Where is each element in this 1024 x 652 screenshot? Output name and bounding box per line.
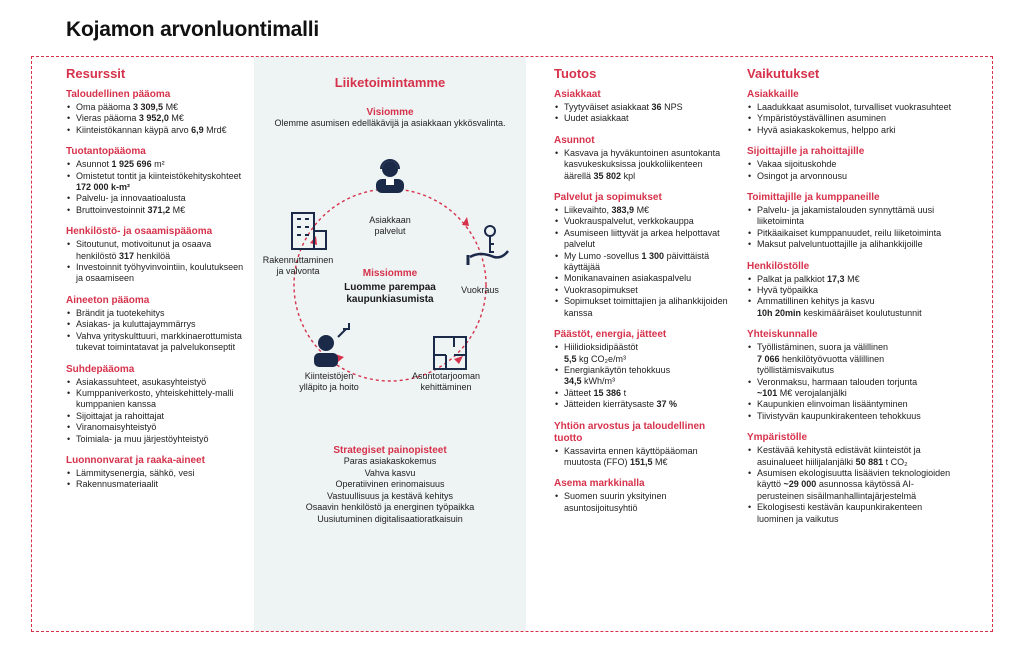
business-heading: Liiketoimintamme xyxy=(334,75,446,90)
list-item-continuation: 7 066 henkilötyövuotta välillinen työllistämisvaikutus xyxy=(757,353,885,376)
resources-heading: Resurssit xyxy=(66,66,126,81)
outputs-section xyxy=(554,89,730,125)
list-item: • Omistetut tontit ja kiinteistökehityskohteet xyxy=(66,171,248,182)
outputs-section-list xyxy=(554,446,730,469)
outputs-section-list xyxy=(554,102,730,125)
list-item: • Jätteiden kierrätysaste 37 % xyxy=(554,399,730,410)
outputs-section-title: Yhtiön arvostus ja taloudellinen tuotto xyxy=(554,420,706,444)
list-item: • Monikanavainen asiakaspalvelu xyxy=(554,273,730,284)
mission-title: Missiomme xyxy=(362,268,418,279)
outputs-column xyxy=(554,66,730,524)
list-item: • Maksut palveluntuottajille ja alihankkijoille xyxy=(747,239,959,250)
outputs-section-title: Asiakkaat xyxy=(554,89,601,100)
outputs-section-title: Palvelut ja sopimukset xyxy=(554,192,662,204)
impacts-column xyxy=(747,66,959,535)
list-item-continuation: 34,5 kWh/m³ xyxy=(564,376,616,387)
list-item: • Osingot ja arvonnousu xyxy=(747,171,959,182)
resources-section xyxy=(66,89,248,136)
strategy-item: Uusiutuminen digitalisaatioratkaisuin xyxy=(317,513,463,524)
impacts-section-list xyxy=(747,159,959,182)
resources-section-list xyxy=(66,159,248,216)
list-item: • Vuokrauspalvelut, verkkokauppa xyxy=(554,216,730,227)
resources-section-title: Suhdepääoma xyxy=(66,363,135,375)
resources-section-title: Taloudellinen pääoma xyxy=(66,89,171,100)
cycle-label-rental: Vuokraus xyxy=(461,285,499,295)
list-item: • Toimiala- ja muu järjestöyhteistyö xyxy=(66,434,248,445)
list-item: • Sopimukset toimittajien ja alihankkijoiden kanssa xyxy=(554,296,730,319)
outputs-section-title: Asema markkinalla xyxy=(554,478,645,490)
cycle-label-housing-development: Asuntotarjooman kehittäminen xyxy=(411,371,481,392)
list-item: • Veronmaksu, harmaan talouden torjunta xyxy=(747,377,959,388)
strategy-item: Osaavin henkilöstö ja energinen työpaikka xyxy=(305,502,475,513)
list-item: • Kasvava ja hyväkuntoinen asuntokanta kasvukeskuksissa joukkoliikenteen äärellä 35 802 kpl xyxy=(554,148,730,182)
list-item: • Lämmitysenergia, sähkö, vesi xyxy=(66,468,248,479)
impacts-section-list xyxy=(747,342,959,422)
list-item: • Asiakas- ja kuluttajaymmärrys xyxy=(66,319,248,330)
outputs-heading: Tuotos xyxy=(554,66,597,81)
resources-column xyxy=(66,66,248,501)
impacts-section-list xyxy=(747,205,959,251)
list-item-continuation: ~101 M€ verojalanjälki xyxy=(757,387,847,398)
resources-section-list xyxy=(66,308,248,354)
outputs-section xyxy=(554,478,730,514)
impacts-section-title: Toimittajille ja kumppaneille xyxy=(747,192,880,204)
list-item: • Vahva yrityskulttuuri, markkinaerottumista tukevat toimintatavat ja palvelukonseptit xyxy=(66,331,248,354)
outputs-section-list xyxy=(554,342,730,410)
strategy-item: Vahva kasvu xyxy=(364,467,416,478)
impacts-section xyxy=(747,329,959,422)
list-item: • Asumiseen liittyvät ja arkea helpottavat palvelut xyxy=(554,228,730,251)
list-item: • Oma pääoma 3 309,5 M€ xyxy=(66,102,248,113)
impacts-heading: Vaikutukset xyxy=(747,66,820,81)
resources-section-title: Tuotantopääoma xyxy=(66,146,146,158)
list-item: • Asunnot 1 925 696 m² xyxy=(66,159,248,170)
impacts-section xyxy=(747,261,959,320)
list-item: • Kestävää kehitystä edistävät kiinteistöt ja asuinalueet hiilijalanjälki 50 881 t CO₂ xyxy=(747,445,959,468)
key-hand-icon xyxy=(468,226,508,265)
impacts-section xyxy=(747,89,959,136)
impacts-section-title: Sijoittajille ja rahoittajille xyxy=(747,146,865,158)
list-item: • Palvelu- ja jakamistalouden synnyttämä uusi liiketoiminta xyxy=(747,205,959,228)
cycle-label-property-maintenance: Kiinteistöjen ylläpito ja hoito xyxy=(299,371,359,392)
list-item: • Pitkäaikaiset kumppanuudet, reilu liiketoiminta xyxy=(747,228,959,239)
list-item: • Liikevaihto, 383,9 M€ xyxy=(554,205,730,216)
impacts-section-list xyxy=(747,102,959,136)
impacts-section-title: Henkilöstölle xyxy=(747,260,810,272)
resources-section-list xyxy=(66,377,248,445)
list-item: • Ekologisesti kestävän kaupunkirakenteen luominen ja vaikutus xyxy=(747,502,959,525)
outputs-section xyxy=(554,135,730,182)
strategy-block xyxy=(254,445,526,526)
resources-section-list xyxy=(66,239,248,285)
resources-section-list xyxy=(66,468,248,491)
impacts-section xyxy=(747,146,959,182)
strategy-title: Strategiset painopisteet xyxy=(333,445,447,456)
list-item: • Hyvä työpaikka xyxy=(747,285,959,296)
outputs-section xyxy=(554,329,730,410)
list-item: • Hiilidioksidipäästöt xyxy=(554,342,730,353)
outputs-section-list xyxy=(554,205,730,319)
strategy-item: Vastuullisuus ja kestävä kehitys xyxy=(327,490,453,501)
vision-block xyxy=(254,107,526,130)
page-title: Kojamon arvonluontimalli xyxy=(66,18,320,41)
cycle-arrow-icon xyxy=(462,217,469,226)
list-item: • Vakaa sijoituskohde xyxy=(747,159,959,170)
resources-section xyxy=(66,455,248,491)
list-item: • Vuokrasopimukset xyxy=(554,285,730,296)
list-item: • Ympäristöystävällinen asuminen xyxy=(747,113,959,124)
list-item: • Asiakassuhteet, asukasyhteistyö xyxy=(66,377,248,388)
list-item: • Vieras pääoma 3 952,0 M€ xyxy=(66,113,248,124)
mission-text: Luomme parempaa kaupunkiasumista xyxy=(344,282,436,305)
list-item: • Rakennusmateriaalit xyxy=(66,479,248,490)
strategy-item: Operatiivinen erinomaisuus xyxy=(335,479,445,490)
impacts-section-list xyxy=(747,274,959,320)
list-item: • Brändit ja tuotekehitys xyxy=(66,308,248,319)
list-item: • Kaupunkien elinvoiman lisääntyminen xyxy=(747,399,959,410)
list-item: • Asumisen ekologisuutta lisäävien teknologioiden käyttö ~29 000 asunnossa käytössä AI-perusteinen sisäilmanhallintajärjestelmä xyxy=(747,468,959,502)
resources-section xyxy=(66,226,248,285)
list-item: • Energiankäytön tehokkuus xyxy=(554,365,730,376)
impacts-section xyxy=(747,192,959,251)
list-item: • Suomen suurin yksityinen asuntosijoitusyhtiö xyxy=(554,491,730,514)
list-item: • Palkat ja palkkiot 17,3 M€ xyxy=(747,274,959,285)
list-item: • Uudet asiakkaat xyxy=(554,113,730,124)
outputs-section-list xyxy=(554,148,730,182)
outputs-section xyxy=(554,421,730,469)
impacts-section-title: Ympäristölle xyxy=(747,432,808,444)
list-item: • Palvelu- ja innovaatioalusta xyxy=(66,193,248,204)
list-item-continuation: 172 000 k-m² xyxy=(76,182,131,193)
cycle-arrow-icon xyxy=(454,356,463,364)
resources-section xyxy=(66,295,248,354)
list-item: • Kumppaniverkosto, yhteiskehittely-malli kumppanien kanssa xyxy=(66,388,248,411)
resources-section-title: Aineeton pääoma xyxy=(66,294,150,306)
impacts-section-title: Asiakkaille xyxy=(747,89,799,100)
list-item: • Investoinnit työhyvinvointiin, koulutukseen ja osaamiseen xyxy=(66,262,248,285)
impacts-section xyxy=(747,432,959,525)
list-item: • Bruttoinvestoinnit 371,2 M€ xyxy=(66,205,248,216)
list-item: • Ammatillinen kehitys ja kasvu xyxy=(747,296,959,307)
customer-service-icon xyxy=(376,160,404,193)
outputs-section-title: Asunnot xyxy=(554,134,595,146)
list-item: • Laadukkaat asumisolot, turvalliset vuokrasuhteet xyxy=(747,102,959,113)
list-item: • Jätteet 15 386 t xyxy=(554,388,730,399)
vision-title: Visiomme xyxy=(366,107,414,118)
list-item: • Työllistäminen, suora ja välillinen xyxy=(747,342,959,353)
floorplan-icon xyxy=(434,337,466,369)
list-item: • Tyytyväiset asiakkaat 36 NPS xyxy=(554,102,730,113)
impacts-section-title: Yhteiskunnalle xyxy=(747,329,818,341)
resources-section-title: Henkilöstö- ja osaamispääoma xyxy=(66,226,213,238)
list-item-continuation: 5,5 kg CO₂e/m³ xyxy=(564,353,627,364)
impacts-section-list xyxy=(747,445,959,525)
outputs-section-title: Päästöt, energia, jätteet xyxy=(554,329,667,341)
outputs-section xyxy=(554,192,730,319)
cycle-label-customer-services: Asiakkaan palvelut xyxy=(369,215,411,236)
list-item: • Sitoutunut, motivoitunut ja osaava henkilöstö 317 henkilöä xyxy=(66,239,248,262)
resources-section-list xyxy=(66,102,248,136)
cycle-label-construction: Rakennuttaminen ja valvonta xyxy=(262,255,334,276)
list-item: • Kiinteistökannan käypä arvo 6,9 Mrd€ xyxy=(66,125,248,136)
maintenance-worker-icon xyxy=(314,323,349,367)
list-item: • Tiivistyvän kaupunkirakenteen tehokkuus xyxy=(747,411,959,422)
list-item: • Kassavirta ennen käyttöpääoman muutosta (FFO) 151,5 M€ xyxy=(554,446,730,469)
list-item: • My Lumo -sovellus 1 300 päivittäistä käyttäjää xyxy=(554,251,730,274)
strategy-item: Paras asiakaskokemus xyxy=(343,456,437,466)
vision-text: Olemme asumisen edelläkävijä ja asiakkaan ykkösvalinta. xyxy=(274,118,506,128)
list-item-continuation: 10h 20min keskimääräiset koulutustunnit xyxy=(757,307,922,318)
list-item: • Hyvä asiakaskokemus, helppo arki xyxy=(747,125,959,136)
list-item: • Sijoittajat ja rahoittajat xyxy=(66,411,248,422)
business-panel xyxy=(254,57,526,631)
resources-section-title: Luonnonvarat ja raaka-aineet xyxy=(66,454,205,466)
list-item: • Viranomaisyhteistyö xyxy=(66,422,248,433)
resources-section xyxy=(66,146,248,216)
resources-section xyxy=(66,364,248,445)
outputs-section-list xyxy=(554,491,730,514)
